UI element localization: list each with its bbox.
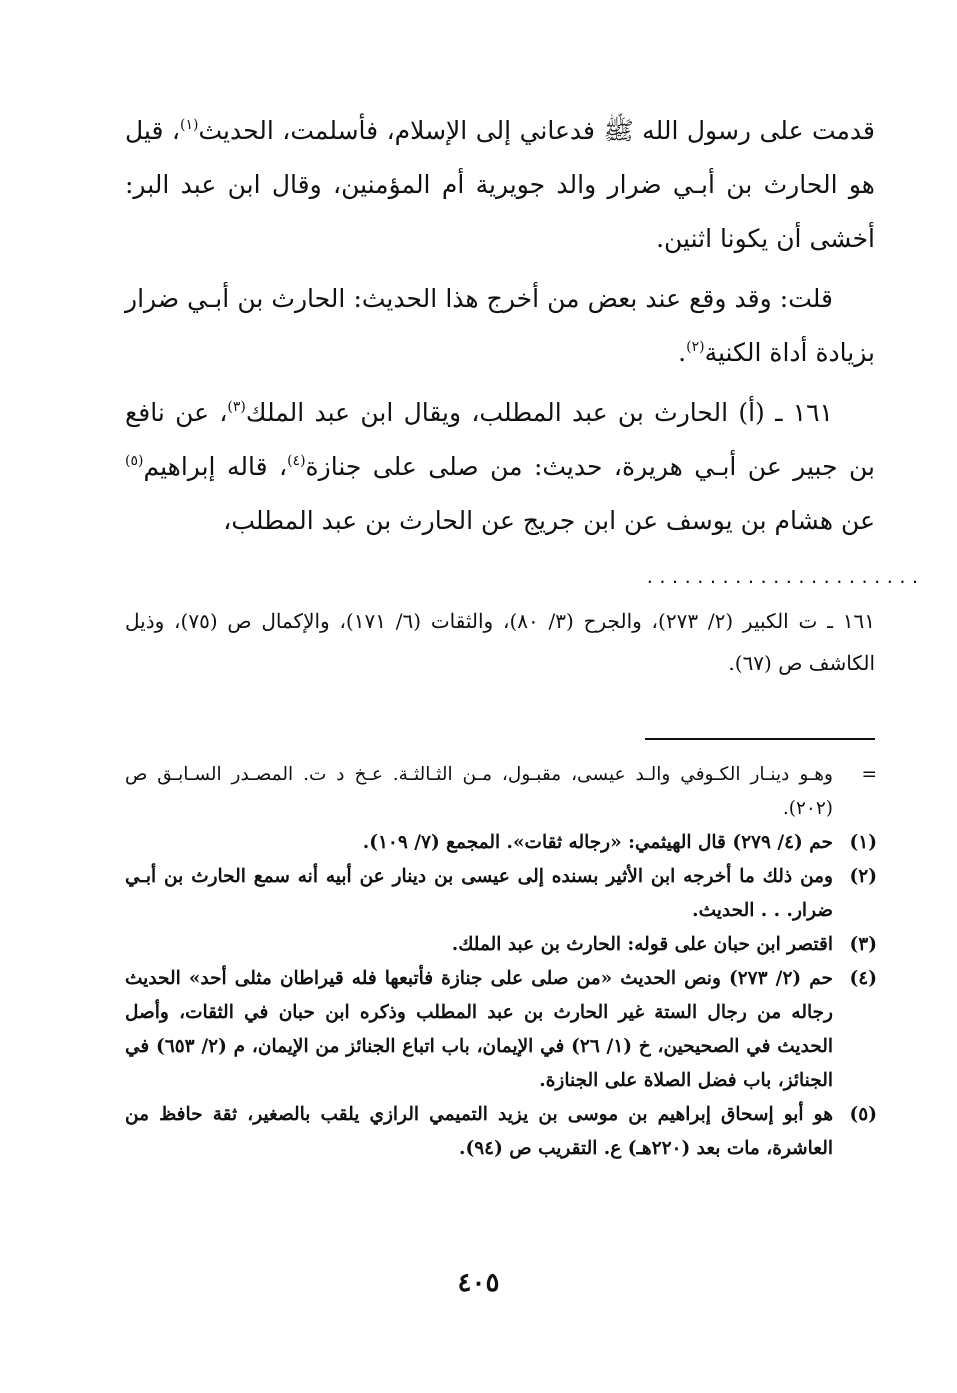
entry-161-paragraph bbox=[125, 386, 875, 548]
footnote-text: اقتصر ابن حبان على قوله: الحارث بن عبد الملك. bbox=[451, 934, 833, 955]
footnote-marker: (٢) bbox=[849, 866, 877, 887]
entry-161-text-b: ، عن نافع بن جبير عن أبـي هريرة، حديث: من صلى على جنازة bbox=[125, 398, 876, 481]
footnote-marker: (١) bbox=[849, 832, 877, 853]
paragraph-2-text-a: قلت: وقد وقع عند بعض من أخرج هذا الحديث: الحارث بن أبـي ضرار بزيادة أداة الكنية bbox=[125, 284, 875, 367]
paragraph-2 bbox=[125, 272, 875, 380]
footnote-text: ومن ذلك ما أخرجه ابن الأثير بسنده إلى عيسى بن دينار عن أبيه أنه سمع الحارث بن أبـي ضرار. . . الحديث. bbox=[125, 866, 833, 921]
footnote-text: وهـو دينـار الكـوفي والـد عيسى، مقبـول، مـن الثـالثـة. عـخ د ت. المصـدر السـابـق ص (٢٠٢). bbox=[125, 764, 833, 819]
footnote-3 bbox=[125, 928, 877, 962]
paragraph-2-text-b: . bbox=[678, 338, 687, 367]
entry-161-text-a: ١٦١ ـ (أ) الحارث بن عبد المطلب، ويقال ابن عبد الملك bbox=[245, 398, 833, 427]
footnote-4 bbox=[125, 962, 877, 1098]
footnote-ref-4: (٤) bbox=[287, 453, 306, 469]
footnote-text: هو أبو إسحاق إبراهيم بن موسى بن يزيد التميمي الرازي يلقب بالصغير، ثقة حافظ من العاشرة، مات بعد (٢٢٠هـ) ع. التقريب ص (٩٤). bbox=[125, 1104, 833, 1159]
dotted-separator: ...................... bbox=[645, 568, 923, 587]
footnote-rule bbox=[645, 738, 875, 740]
footnote-text: حم (٤/ ٢٧٩) قال الهيثمي: «رجاله ثقات». المجمع (٧/ ١٠٩). bbox=[362, 832, 833, 853]
footnote-5 bbox=[125, 1098, 877, 1166]
footnote-ref-5: (٥) bbox=[125, 453, 144, 469]
footnote-2 bbox=[125, 860, 877, 928]
footnote-marker: = bbox=[861, 764, 877, 785]
footnote-text: حم (٢/ ٢٧٣) ونص الحديث «من صلى على جنازة فأتبعها فله قيراطان مثلى أحد» الحديث رجاله من رجال الستة غير الحارث بن عبد المطلب وذكره ابن حبان في الثقات، وأصل الحديث في الصحيحين، خ (١/ ٢٦) في الإيمان، باب اتباع الجنائز من الإيمان، م (٢/ ٦٥٣) في الجنائز، باب فضل الصلاة على الجنازة. bbox=[125, 968, 834, 1091]
paragraph-1-text-b: ، قيل هو الحارث بن أبـي ضرار والد جويرية أم المؤمنين، وقال ابن عبد البر: أخشى أن يكونا اثنين. bbox=[125, 116, 875, 253]
footnotes bbox=[125, 758, 877, 1166]
page-number: ٤٠٥ bbox=[457, 1268, 500, 1298]
entry-161-text-c: ، قاله إبراهيم bbox=[143, 452, 288, 481]
source-note: ١٦١ ـ ت الكبير (٢/ ٢٧٣)، والجرح (٣/ ٨٠)، والثقات (٦/ ١٧١)، والإكمال ص (٧٥)، وذيل الكاشف ص (٦٧). bbox=[125, 609, 875, 675]
footnote-ref-3: (٣) bbox=[227, 399, 246, 415]
paragraph-1 bbox=[125, 104, 875, 266]
footnote-ref-2: (٢) bbox=[686, 339, 705, 355]
footnote-marker: (٥) bbox=[849, 1104, 877, 1125]
footnote-marker: (٤) bbox=[849, 968, 877, 989]
footnote-marker: (٣) bbox=[849, 934, 877, 955]
paragraph-1-text-a: قدمت على رسول الله ﷺ فدعاني إلى الإسلام، فأسلمت، الحديث bbox=[198, 116, 875, 145]
main-text bbox=[125, 104, 875, 554]
footnote-continuation bbox=[125, 758, 877, 826]
entry-161-text-d: عن هشام بن يوسف عن ابن جريج عن الحارث بن عبد المطلب، bbox=[223, 506, 875, 535]
footnote-ref-1: (١) bbox=[179, 117, 199, 133]
footnote-1 bbox=[125, 826, 877, 860]
